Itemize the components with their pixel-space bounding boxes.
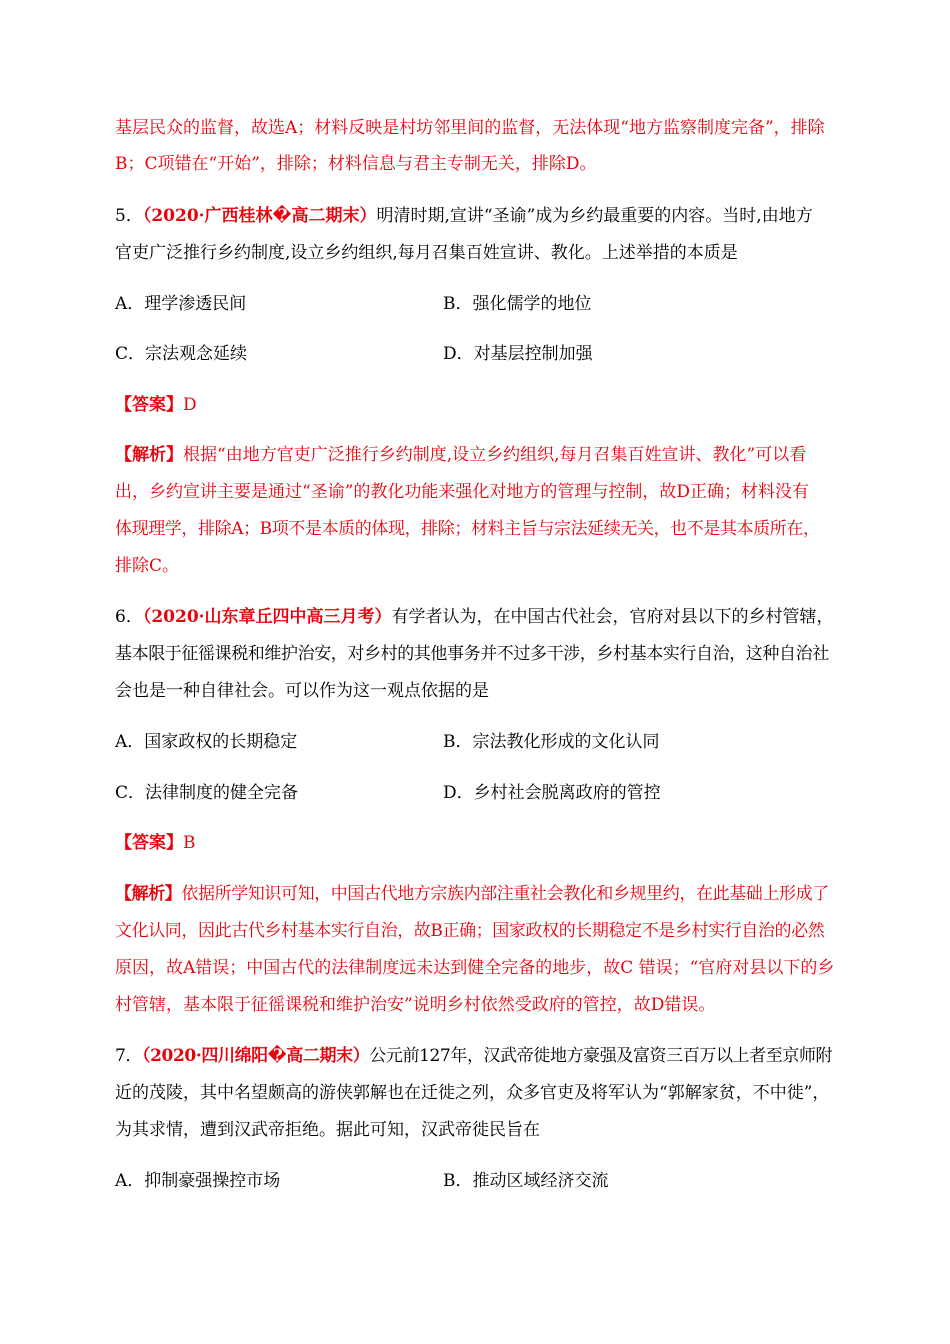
q5-answer — [115, 393, 197, 417]
q6-analysis-line: 文化认同，因此古代乡村基本实行自治，故B正确；国家政权的长期稳定不是乡村实行自治的必然 — [115, 921, 825, 941]
question-number: 6． — [115, 607, 143, 627]
answer-value: B — [183, 833, 196, 853]
q6-answer — [115, 831, 196, 855]
q5-option-a: A．理学渗透民间 — [115, 294, 247, 314]
question-text: 明清时期,宣讲“圣谕”成为乡约最重要的内容。当时,由地方 — [376, 206, 813, 226]
question-text: 有学者认为，在中国古代社会，官府对县以下的乡村管辖， — [391, 607, 834, 627]
question-number: 7． — [115, 1046, 143, 1066]
question-6-stem — [115, 605, 834, 629]
question-source: （2020·山东章丘四中高三月考） — [142, 607, 392, 627]
q7-option-b: B．推动区域经济交流 — [443, 1171, 609, 1191]
question-7-stem-line: 近的茂陵，其中名望颇高的游侠郭解也在迁徙之列，众多官吏及将军认为“郭解家贫，不中徙”， — [115, 1083, 830, 1103]
q5-analysis-line: 排除C。 — [115, 556, 180, 576]
q6-option-a: A．国家政权的长期稳定 — [115, 732, 298, 752]
answer-value: D — [183, 395, 197, 415]
question-number: 5． — [115, 206, 143, 226]
q6-analysis-line — [115, 882, 829, 906]
q5-analysis-line: 出，乡约宣讲主要是通过“圣谕”的教化功能来强化对地方的管理与控制，故D正确；材料没有 — [115, 482, 810, 502]
q7-option-a: A．抑制豪强操控市场 — [115, 1171, 281, 1191]
q5-option-b: B．强化儒学的地位 — [443, 294, 592, 314]
question-7-stem — [115, 1044, 832, 1068]
analysis-tag: 【解析】 — [115, 884, 182, 904]
q5-option-c: C．宗法观念延续 — [115, 344, 248, 364]
q5-analysis-line — [115, 443, 806, 467]
q6-option-d: D．乡村社会脱离政府的管控 — [443, 783, 661, 803]
question-text: 公元前127年，汉武帝徙地方豪强及富资三百万以上者至京师附 — [369, 1046, 833, 1066]
analysis-tag: 【解析】 — [115, 445, 183, 465]
question-7-stem-line: 为其求情，遭到汉武帝拒绝。据此可知，汉武帝徙民旨在 — [115, 1120, 540, 1140]
answer-tag: 【答案】 — [115, 833, 183, 853]
q5-option-d: D．对基层控制加强 — [443, 344, 593, 364]
question-6-stem-line: 会也是一种自律社会。可以作为这一观点依据的是 — [115, 681, 489, 701]
analysis-text: 根据“由地方官吏广泛推行乡约制度,设立乡约组织,每月召集百姓宣讲、教化”可以看 — [183, 445, 807, 465]
q6-analysis-line: 村管辖，基本限于征徭课税和维护治安”说明乡村依然受政府的管控，故D错误。 — [115, 995, 716, 1015]
q6-option-b: B．宗法教化形成的文化认同 — [443, 732, 660, 752]
question-source: （2020·四川绵阳�高二期末） — [142, 1046, 370, 1066]
answer-tag: 【答案】 — [115, 395, 183, 415]
question-source: （2020·广西桂林�高二期末） — [142, 206, 377, 226]
question-6-stem-line: 基本限于征徭课税和维护治安，对乡村的其他事务并不过多干涉，乡村基本实行自治，这种自治社 — [115, 644, 829, 664]
prev-analysis-line: B；C项错在“开始”，排除；材料信息与君主专制无关，排除D。 — [115, 154, 597, 174]
q5-analysis-line: 体现理学，排除A；B项不是本质的体现，排除；材料主旨与宗法延续无关，也不是其本质所在， — [115, 519, 820, 539]
question-5-stem-line: 官吏广泛推行乡约制度,设立乡约组织,每月召集百姓宣讲、教化。上述举措的本质是 — [115, 243, 738, 263]
q6-analysis-line: 原因，故A错误；中国古代的法律制度远未达到健全完备的地步，故C 错误；“官府对县以下的乡 — [115, 958, 835, 978]
q6-option-c: C．法律制度的健全完备 — [115, 783, 299, 803]
prev-analysis-line: 基层民众的监督，故选A；材料反映是村坊邻里间的监督，无法体现“地方监察制度完备”，排除 — [115, 118, 825, 138]
analysis-text: 依据所学知识可知，中国古代地方宗族内部注重社会教化和乡规里约，在此基础上形成了 — [181, 884, 829, 904]
question-5-stem — [115, 204, 813, 228]
